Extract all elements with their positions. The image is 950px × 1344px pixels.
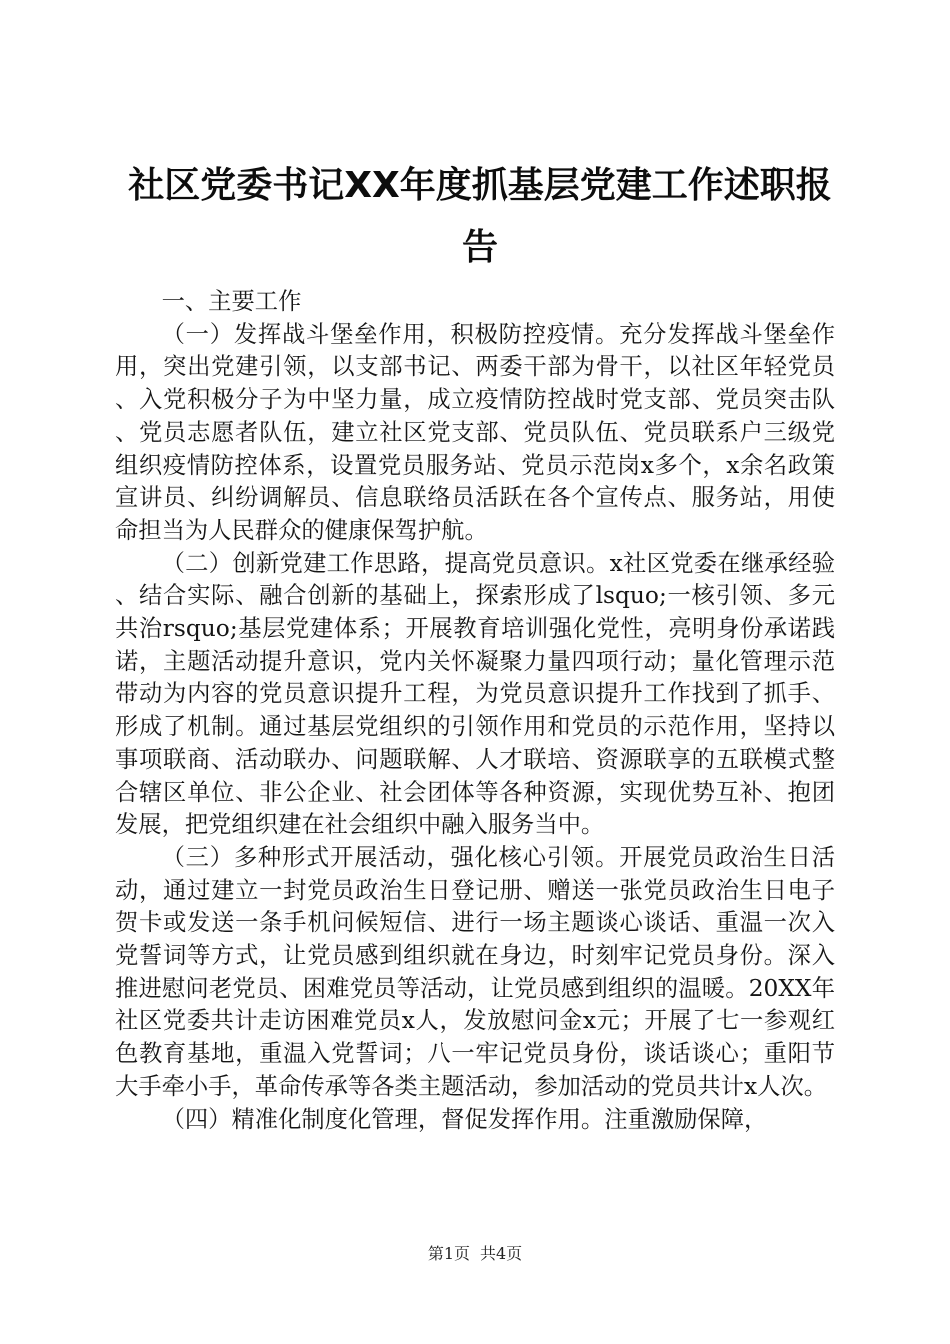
page-number: 第1页 [427,1244,470,1263]
page-total: 共4页 [480,1244,523,1263]
document-title: 社区党委书记XX年度抓基层党建工作述职报告 [128,165,832,268]
document-body [115,286,835,1136]
paragraph-3: （三）多种形式开展活动，强化核心引领。开展党员政治生日活动，通过建立一封党员政治生日登记册、赠送一张党员政治生日电子贺卡或发送一条手机问候短信、进行一场主题谈心谈话、重温一次入党誓词等方式，让党员感到组织就在身边，时刻牢记党员身份。深入推进慰问老党员、困难党员等活动，让党员感到组织的温暖。20XX年社区党委共计走访困难党员x人，发放慰问金x元；开展了七一参观红色教育基地，重温入党誓词；八一牢记党员身份，谈话谈心；重阳节大手牵小手，革命传承等各类主题活动，参加活动的党员共计x人次。 [115,843,835,1100]
paragraph-2: （二）创新党建工作思路，提高党员意识。x社区党委在继承经验、结合实际、融合创新的基础上，探索形成了lsquo;一核引领、多元共治rsquo;基层党建体系；开展教育培训强化党性，亮明身份承诺践诺，主题活动提升意识，党内关怀凝聚力量四项行动；量化管理示范带动为内容的党员意识提升工程，为党员意识提升工作找到了抓手、形成了机制。通过基层党组织的引领作用和党员的示范作用，坚持以事项联商、活动联办、问题联解、人才联培、资源联享的五联模式整合辖区单位、非公企业、社会团体等各种资源，实现优势互补、抱团发展，把党组织建在社会组织中融入服务当中。 [115,549,835,839]
paragraph-4: （四）精准化制度化管理，督促发挥作用。注重激励保障， [161,1105,768,1133]
page-footer [0,1244,950,1264]
paragraph-1: （一）发挥战斗堡垒作用，积极防控疫情。充分发挥战斗堡垒作用，突出党建引领，以支部书记、两委干部为骨干，以社区年轻党员、入党积极分子为中坚力量，成立疫情防控战时党支部、党员突击队、党员志愿者队伍，建立社区党支部、党员队伍、党员联系户三级党组织疫情防控体系，设置党员服务站、党员示范岗x多个，x余名政策宣讲员、纠纷调解员、信息联络员活跃在各个宣传点、服务站，用使命担当为人民群众的健康保驾护航。 [115,320,835,544]
section-heading: 一、主要工作 [161,288,302,315]
